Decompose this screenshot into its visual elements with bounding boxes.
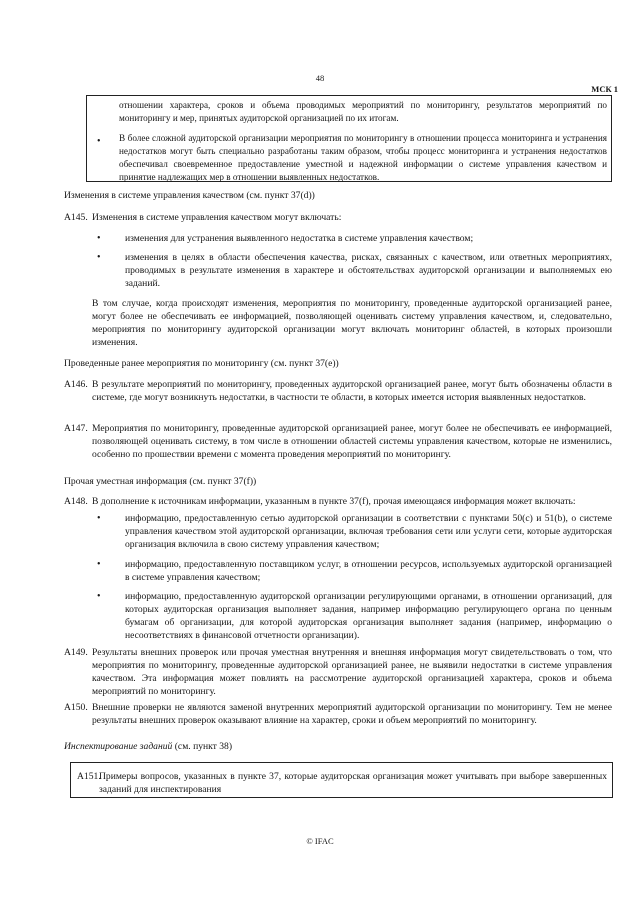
section-heading-37d: Изменения в системе управления качеством (см. пункт 37(d)) [64,190,315,201]
bullet-icon: • [97,252,101,263]
bullet-icon: • [97,591,101,602]
section-heading-37e: Проведенные ранее мероприятия по мониторингу (см. пункт 37(e)) [64,358,339,369]
paragraph-number-a151: A151. [77,771,101,782]
paragraph-number-a146: A146. [64,379,88,390]
paragraph-text-a149: Результаты внешних проверок или прочая уместная внутренняя и внешняя информация могут свидетельствовать о том, что мероприятия по мониторингу, проведенные аудиторской организацией ранее, не выявили недостатки в системе управления качеством. Эта информация может повлиять на рассмотрение аудиторской организацией характера, сроков и объема мероприятий по мониторингу. [92,647,612,697]
paragraph-number-a145: A145. [64,212,88,223]
section-heading-38-italic: Инспектирование заданий [64,741,173,752]
bullet-icon: • [97,559,101,570]
page-number: 48 [315,73,325,83]
section-heading-38-rest: (см. пункт 38) [172,741,233,752]
bullet-icon: • [97,233,101,244]
box-bullet-text: В более сложной аудиторской организации мероприятия по мониторингу в отношении процесса мониторинга и устранения недостатков могут быть специально разработаны таким образом, чтобы процесс мониторинга и устранения недостатков обеспечивал своевременное предоставление уместной и надежной информации о системе управления качеством и принятие надлежащих мер в отношении выявленных недостатков. [119,133,607,182]
bullet-text-a148-1: информацию, предоставленную сетью аудиторской организации в соответствии с пунктами 50(с) и 51(b), о системе управления качеством этой аудиторской организации, включая требования сети или услуги сети, которые аудиторская организация включила в свою систему управления качеством; [125,513,612,550]
paragraph-follow-a145: В том случае, когда происходят изменения, мероприятия по мониторингу, проведенные аудиторской организацией ранее, могут более не обеспечивать ее информацией, позволяющей оценивать систему управления качеством, и, следовательно, мероприятия по мониторингу аудиторской организации могут включать мониторинг областей, в которых произошли изменения. [92,298,612,348]
bullet-text-a148-3: информацию, предоставленную аудиторской организации регулирующими органами, в отношении организаций, для которых аудиторская организация выполняет задания, например информацию регулирующего органа по ценным бумагам об организации, для которой аудиторская организация выполняет задания (например, информацию о несоответствиях в финансовой отчетности организации). [125,591,612,641]
paragraph-number-a149: A149. [64,647,88,658]
paragraph-number-a150: A150. [64,702,88,713]
section-heading-38 [64,740,232,753]
bullet-text-a145-2: изменения в целях в области обеспечения качества, рисках, связанных с качеством, или ответных мероприятиях, проводимых в результате изменения в характере и обстоятельствах аудиторской организации и выполняемых ею заданий. [125,252,612,289]
boxed-continuation [86,95,612,182]
bullet-text-a145-1: изменения для устранения выявленного недостатка в системе управления качеством; [125,233,474,244]
bullet-icon: • [97,513,101,524]
paragraph-text-a145: Изменения в системе управления качеством могут включать: [92,212,342,223]
paragraph-text-a148: В дополнение к источникам информации, указанным в пункте 37(f), прочая имеющаяся информация может включать: [92,496,576,507]
bullet-icon: • [97,136,101,147]
box-continued-text: отношении характера, сроков и объема проводимых мероприятий по мониторингу, результатов мероприятий по мониторингу и мер, принятых аудиторской организацией по их итогам. [119,100,607,123]
paragraph-text-a151: Примеры вопросов, указанных в пункте 37, которые аудиторская организация может учитывать при выборе завершенных заданий для инспектирования [99,771,607,795]
bullet-text-a148-2: информацию, предоставленную поставщиком услуг, в отношении ресурсов, используемых аудиторской организацией в системе управления качеством; [125,559,612,583]
paragraph-text-a147: Мероприятия по мониторингу, проведенные аудиторской организацией ранее, могут более не обеспечивать ее информацией, позволяющей оценивать систему, в том числе в отношении областей системы управления качеством, которые не изменились, особенно по прошествии времени с момента проведения мероприятий по мониторингу. [92,423,612,460]
section-heading-37f: Прочая уместная информация (см. пункт 37(f)) [64,476,257,487]
footer-copyright: © IFAC [306,836,334,846]
paragraph-number-a147: A147. [64,423,88,434]
boxed-paragraph-a151 [70,762,613,798]
paragraph-text-a146: В результате мероприятий по мониторингу, проведенных аудиторской организацией ранее, могут быть обозначены области в системе, где могут возникнуть недостатки, в частности те области, в которых имеется история выявленных недостатков. [92,379,612,403]
document-code: МСК 1 [591,84,618,94]
paragraph-number-a148: A148. [64,496,88,507]
paragraph-text-a150: Внешние проверки не являются заменой внутренних мероприятий аудиторской организации по мониторингу. Тем не менее результаты внешних проверок оказывают влияние на характер, сроки и объем мероприятий по мониторингу. [92,702,612,726]
